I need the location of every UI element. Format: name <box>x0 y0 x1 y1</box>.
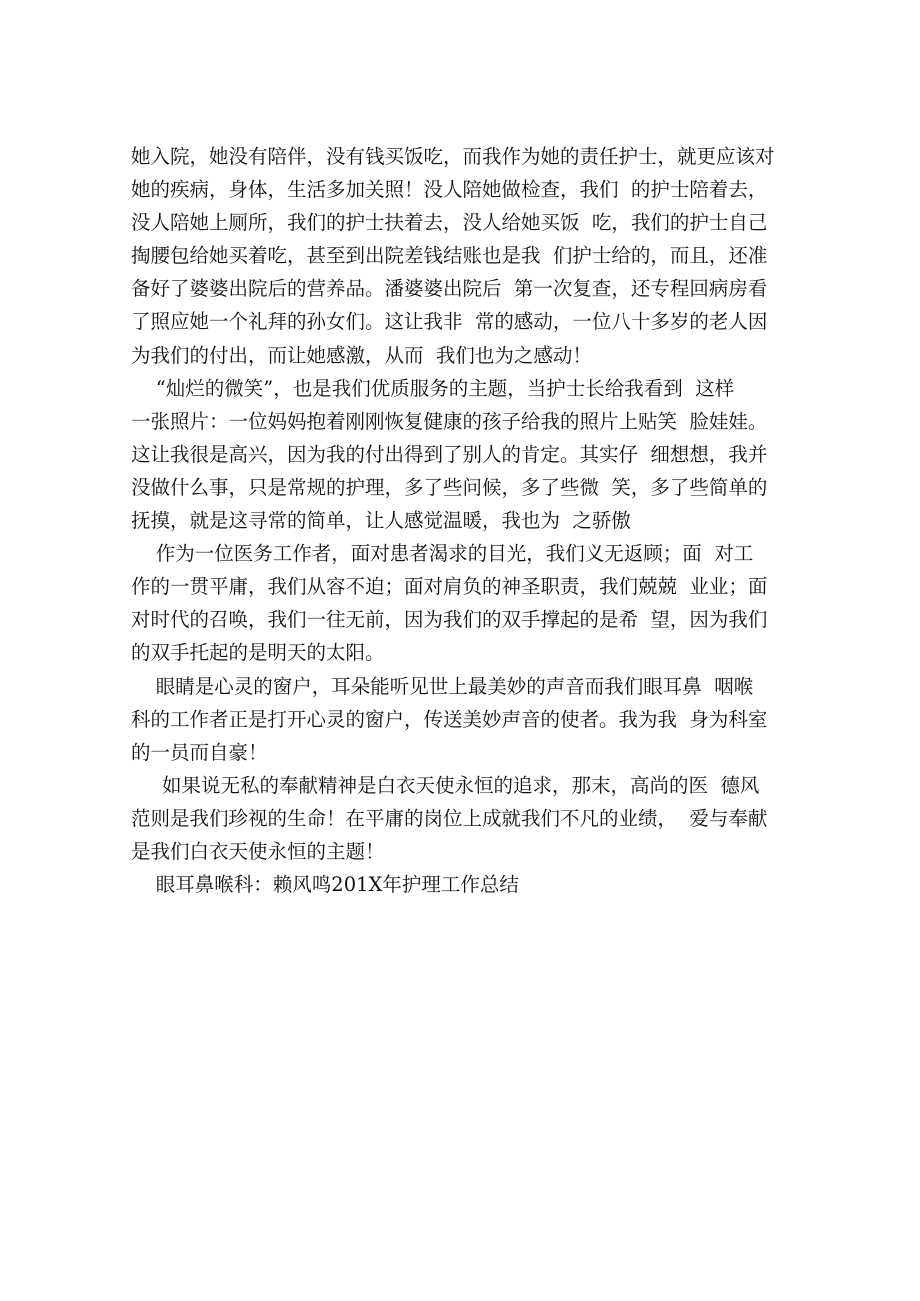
text-line: 作的一贯平庸，我们从容不迫；面对肩负的神圣职责，我们兢兢 业业；面 <box>131 575 768 599</box>
text-line: 她的疾病，身体，生活多加关照！没人陪她做检查，我们 的护士陪着去， <box>131 178 768 202</box>
text-line: 科的工作者正是打开心灵的窗户，传送美妙声音的使者。我为我 身为科室 <box>131 707 768 731</box>
paragraph-start-line: 眼睛是心灵的窗户，耳朵能听见世上最美妙的声音而我们眼耳鼻 咽喉 <box>131 674 754 698</box>
text-line: 的一员而自豪！ <box>131 740 268 764</box>
text-line: 备好了婆婆出院后的营养品。潘婆婆出院后 第一次复查，还专程回病房看 <box>131 277 768 301</box>
paragraph-start-line: 如果说无私的奉献精神是白衣天使永恒的追求，那末，高尚的医 德风 <box>131 773 760 797</box>
text-line: 的双手托起的是明天的太阳。 <box>131 641 385 665</box>
text-line: 她入院，她没有陪伴，没有钱买饭吃，而我作为她的责任护士，就更应该对 <box>131 145 775 168</box>
text-line: 范则是我们珍视的生命！在平庸的岗位上成就我们不凡的业绩， 爱与奉献 <box>131 806 768 830</box>
text-line: 对时代的召唤，我们一往无前，因为我们的双手撑起的是希 望，因为我们 <box>131 608 768 632</box>
body-text <box>131 140 787 901</box>
text-line: 没人陪她上厕所，我们的护士扶着去，没人给她买饭 吃，我们的护士自己 <box>131 211 768 235</box>
text-line: 为我们的付出，而让她感激，从而 我们也为之感动！ <box>131 343 592 367</box>
text-line: 是我们白衣天使永恒的主题！ <box>131 839 385 863</box>
text-line: 一张照片：一位妈妈抱着刚刚恢复健康的孩子给我的照片上贴笑 脸娃娃。 <box>131 409 768 433</box>
text-line: 了照应她一个礼拜的孙女们。这让我非 常的感动，一位八十多岁的老人因 <box>131 310 768 334</box>
paragraph-start-line: “灿烂的微笑”，也是我们优质服务的主题，当护士长给我看到 这样 <box>131 376 735 400</box>
text-line: 没做什么事，只是常规的护理，多了些问候，多了些微 笑，多了些简单的 <box>131 475 768 499</box>
text-line: 抚摸，就是这寻常的简单，让人感觉温暖，我也为 之骄傲 <box>131 509 631 533</box>
text-line: 这让我很是高兴，因为我的付出得到了别人的肯定。其实仔 细想想，我并 <box>131 442 768 466</box>
text-line: 掏腰包给她买着吃，甚至到出院差钱结账也是我 们护士给的，而且，还准 <box>131 244 768 268</box>
paragraph-start-line: 作为一位医务工作者，面对患者渴求的目光，我们义无返顾；面 对工 <box>131 542 754 566</box>
document-title-line: 眼耳鼻喉科：赖风鸣201X年护理工作总结 <box>131 873 519 897</box>
